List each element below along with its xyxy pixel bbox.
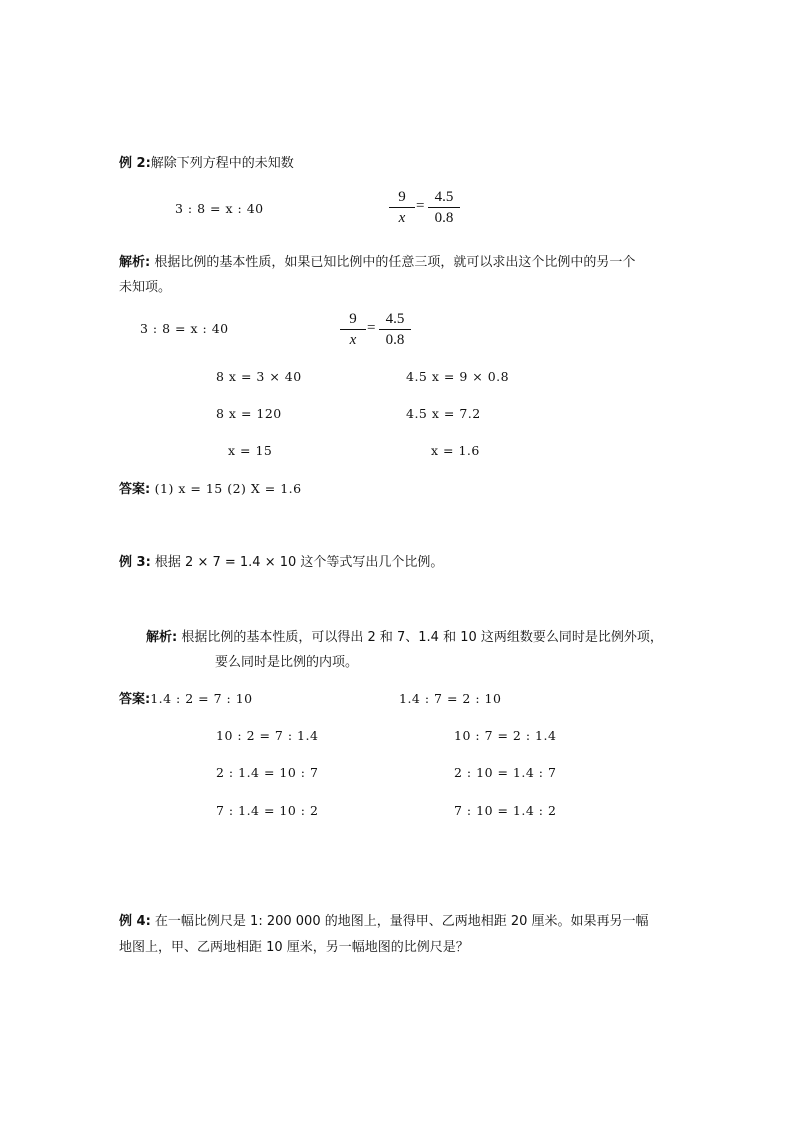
- analysis-text: 根据比例的基本性质，如果已知比例中的任意三项，就可以求出这个比例中的另一个: [150, 255, 636, 270]
- answer-left-1: 1.4 : 2 = 7 : 10: [150, 691, 253, 706]
- step-left-1: 8 x = 3 × 40: [216, 369, 302, 384]
- fraction-denominator: x: [398, 210, 406, 226]
- answer-right-4: 7 : 10 = 1.4 : 2: [454, 803, 557, 818]
- analysis-label: 解析:: [146, 630, 178, 645]
- example-3-title: [119, 553, 443, 573]
- example-4-line-1: [119, 912, 649, 932]
- step-right-1: 4.5 x = 9 × 0.8: [406, 369, 510, 384]
- answer-right-1: 1.4 : 7 = 2 : 10: [399, 691, 502, 706]
- answer-label: 答案:: [119, 692, 151, 707]
- example-2-analysis-line-2: 未知项。: [119, 280, 172, 295]
- fraction-numerator: 4.5: [385, 311, 405, 327]
- step-left-2: 8 x = 120: [216, 406, 282, 421]
- analysis-text: 根据比例的基本性质，可以得出 2 和 7、1.4 和 10 这两组数要么同时是比例外项，: [177, 630, 663, 645]
- problem-1: 3 : 8 = x : 40: [175, 201, 264, 216]
- answer-text: (1) x = 15 (2) X = 1.6: [150, 481, 302, 496]
- example-3-label: 例 3:: [119, 555, 151, 570]
- answer-left-4: 7 : 1.4 = 10 : 2: [216, 803, 319, 818]
- answer-left-2: 10 : 2 = 7 : 1.4: [216, 728, 319, 743]
- step-right-2: 4.5 x = 7.2: [406, 406, 481, 421]
- solution-fraction-4-5-over-0-8: [379, 310, 411, 349]
- fraction-bar: [379, 329, 411, 330]
- example-3-analysis-line-2: 要么同时是比例的内项。: [215, 655, 359, 670]
- analysis-label: 解析:: [119, 255, 151, 270]
- fraction-numerator: 9: [349, 311, 357, 327]
- example-3-text: 根据 2 × 7 = 1.4 × 10 这个等式写出几个比例。: [150, 555, 444, 570]
- fraction-numerator: 4.5: [434, 189, 454, 205]
- example-4-line-2: 地图上，甲、乙两地相距 10 厘米，另一幅地图的比例尺是？: [119, 940, 469, 955]
- equals-sign: =: [367, 320, 376, 336]
- example-4-label: 例 4:: [119, 914, 151, 929]
- answer-label: 答案:: [119, 482, 151, 497]
- fraction-bar: [340, 329, 366, 330]
- example-3-analysis-line-1: [146, 628, 663, 648]
- example-4-text: 在一幅比例尺是 1: 200 000 的地图上，量得甲、乙两地相距 20 厘米。如果再另一幅: [150, 914, 649, 929]
- fraction-denominator: 0.8: [385, 332, 405, 348]
- fraction-numerator: 9: [398, 189, 406, 205]
- example-2-analysis-line-1: [119, 253, 635, 273]
- answer-right-3: 2 : 10 = 1.4 : 7: [454, 765, 557, 780]
- fraction-bar: [428, 207, 460, 208]
- step-right-3: x = 1.6: [431, 443, 480, 458]
- fraction-bar: [389, 207, 415, 208]
- fraction-4-5-over-0-8: [428, 188, 460, 227]
- solution-fraction-9-over-x: [340, 310, 366, 349]
- example-2-answer: [119, 479, 302, 500]
- example-2-label: 例 2:: [119, 156, 151, 171]
- answer-right-2: 10 : 7 = 2 : 1.4: [454, 728, 557, 743]
- example-2-title: [119, 154, 294, 174]
- answer-left-3: 2 : 1.4 = 10 : 7: [216, 765, 319, 780]
- fraction-denominator: 0.8: [434, 210, 454, 226]
- example-3-answer-row-1: [119, 689, 253, 710]
- step-left-3: x = 15: [228, 443, 273, 458]
- fraction-9-over-x: [389, 188, 415, 227]
- equals-sign: =: [416, 198, 425, 214]
- solution-problem-1: 3 : 8 = x : 40: [140, 321, 229, 336]
- fraction-denominator: x: [349, 332, 357, 348]
- example-2-text: 解除下列方程中的未知数: [150, 156, 294, 171]
